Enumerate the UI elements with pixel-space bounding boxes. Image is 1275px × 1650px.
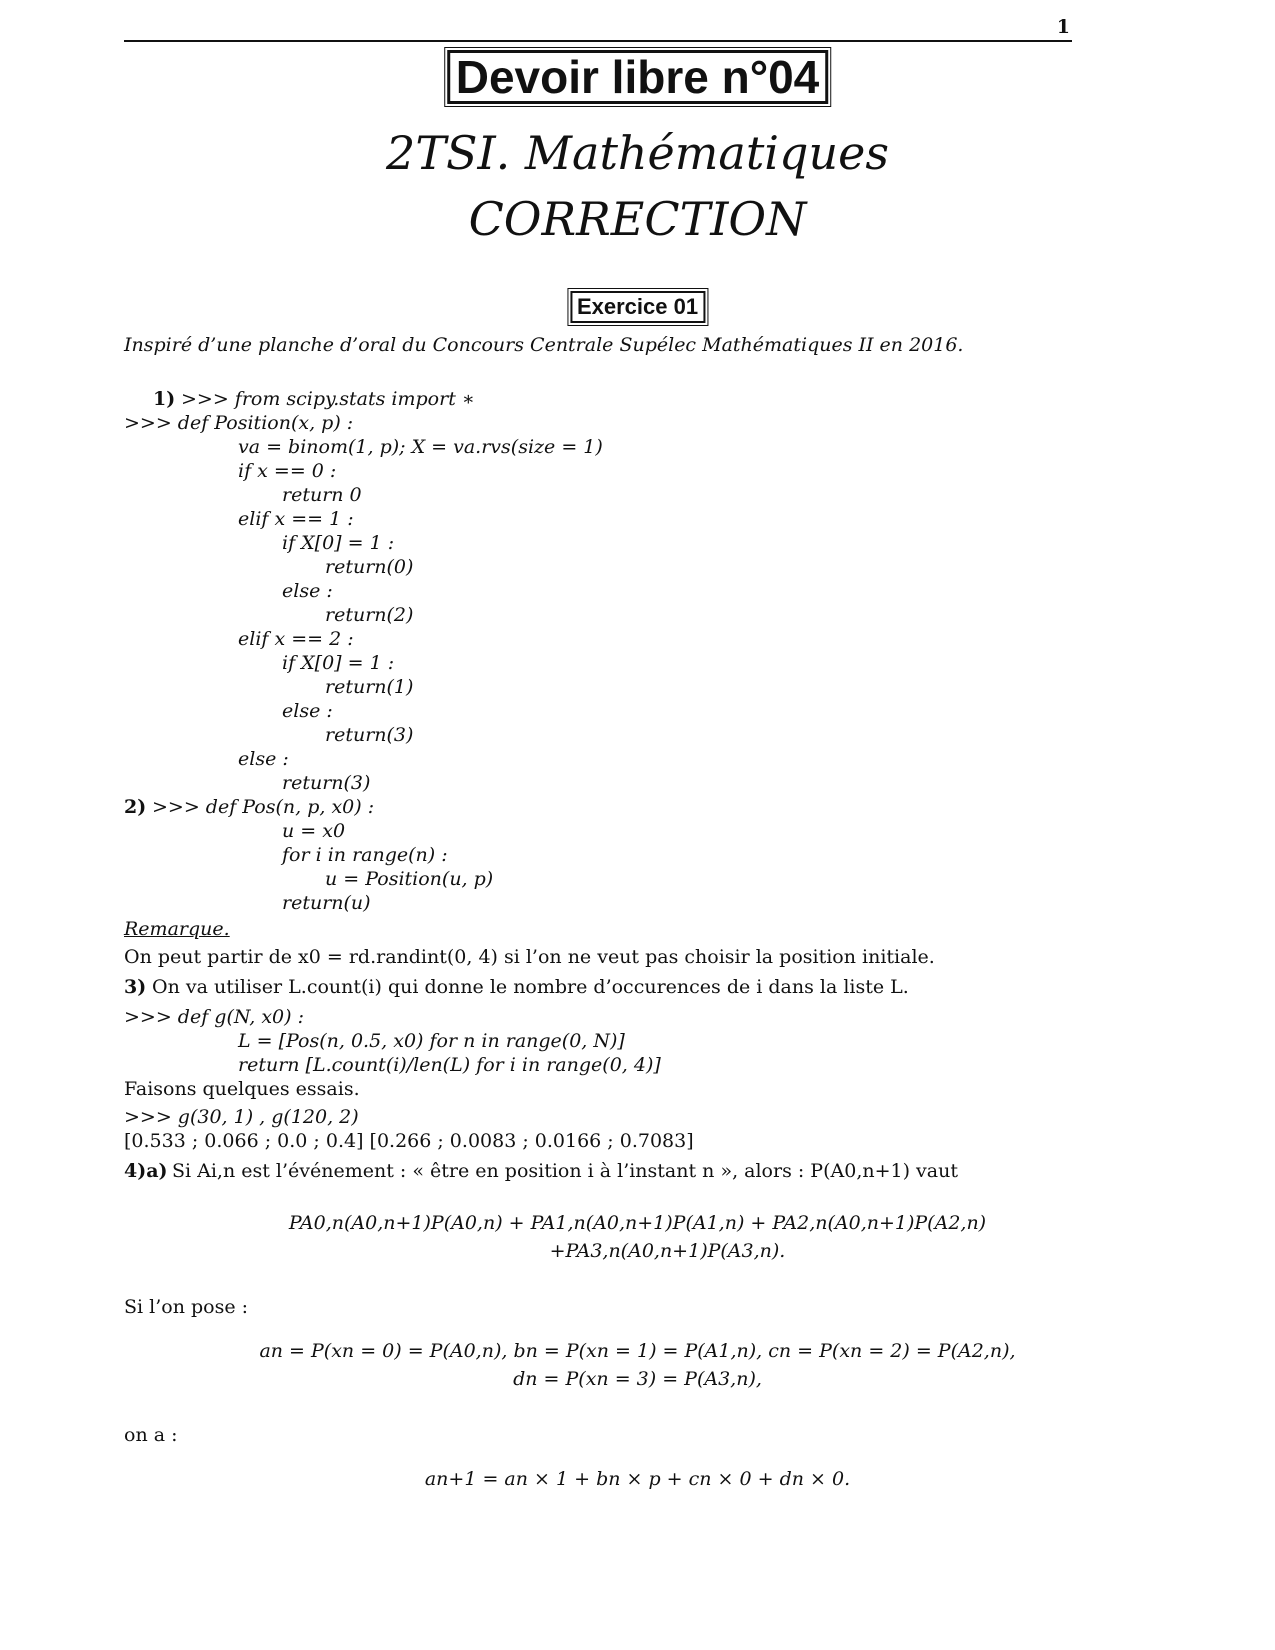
equation-line: an = P(xn = 0) = P(A0,n), bn = P(xn = 1) = P(A1,n), cn = P(xn = 2) = P(A2,n), [259, 1340, 1016, 1362]
code-line: return(0) [325, 556, 414, 578]
code-line: elif x == 1 : [238, 508, 354, 530]
ona-text: on a : [124, 1424, 178, 1446]
equation-line: +PA3,n(A0,n+1)P(A3,n). [549, 1240, 786, 1262]
code-line: >>> def Pos(n, p, x0) : [152, 796, 375, 818]
code-line: return(1) [325, 676, 414, 698]
equation-line: dn = P(xn = 3) = P(A3,n), [513, 1368, 762, 1390]
code-line: >>> from scipy.stats import ∗ [181, 388, 475, 410]
remark-label: Remarque. [124, 918, 230, 940]
code-line: >>> g(30, 1) , g(120, 2) [124, 1106, 359, 1128]
page-number: 1 [1056, 16, 1070, 38]
tries-text: Faisons quelques essais. [124, 1078, 360, 1100]
q1-label: 1) [153, 388, 176, 410]
code-line: return(u) [282, 892, 371, 914]
code-line: return(2) [325, 604, 414, 626]
subtitle: 2TSI. Mathématiques [386, 126, 889, 180]
code-line: else : [238, 748, 289, 770]
code-line: elif x == 2 : [238, 628, 354, 650]
code-line: u = Position(u, p) [325, 868, 494, 890]
correction-heading: CORRECTION [468, 192, 807, 246]
code-line: return 0 [282, 484, 362, 506]
equation-line: an+1 = an × 1 + bn × p + cn × 0 + dn × 0. [424, 1468, 851, 1490]
code-line: u = x0 [282, 820, 346, 842]
code-line: >>> def g(N, x0) : [124, 1006, 304, 1028]
q2-label: 2) [124, 796, 147, 818]
code-line: L = [Pos(n, 0.5, x0) for n in range(0, N)] [238, 1030, 625, 1052]
code-line: va = binom(1, p); X = va.rvs(size = 1) [238, 436, 603, 458]
intro-text: Inspiré d’une planche d’oral du Concours Centrale Supélec Mathématiques II en 2016. [124, 334, 964, 356]
code-line: return(3) [282, 772, 371, 794]
q4-label: 4)a) [124, 1160, 168, 1182]
q3-label: 3) [124, 976, 147, 998]
q4-text: Si Ai,n est l’événement : « être en position i à l’instant n », alors : P(A0,n+1) vaut [172, 1160, 958, 1182]
pose-text: Si l’on pose : [124, 1296, 249, 1318]
remark-text: On peut partir de x0 = rd.randint(0, 4) si l’on ne veut pas choisir la position initiale. [124, 946, 935, 968]
code-line: >>> def Position(x, p) : [124, 412, 354, 434]
code-line: for i in range(n) : [282, 844, 448, 866]
code-line: return(3) [325, 724, 414, 746]
title-box [447, 50, 829, 104]
code-line: else : [282, 580, 333, 602]
code-line: if x == 0 : [238, 460, 337, 482]
q3-text: On va utiliser L.count(i) qui donne le nombre d’occurences de i dans la liste L. [152, 976, 909, 998]
equation-line: PA0,n(A0,n+1)P(A0,n) + PA1,n(A0,n+1)P(A1,n) + PA2,n(A0,n+1)P(A2,n) [288, 1212, 987, 1234]
code-line: return [L.count(i)/len(L) for i in range(0, 4)] [238, 1054, 661, 1076]
header-rule [124, 40, 1072, 42]
code-line: if X[0] = 1 : [282, 532, 395, 554]
result-line: [0.533 ; 0.066 ; 0.0 ; 0.4] [0.266 ; 0.0083 ; 0.0166 ; 0.7083] [124, 1130, 694, 1152]
page-title: Devoir libre n°04 [455, 51, 820, 103]
exercise-heading: Exercice 01 [570, 291, 705, 323]
code-line: if X[0] = 1 : [282, 652, 395, 674]
code-line: else : [282, 700, 333, 722]
